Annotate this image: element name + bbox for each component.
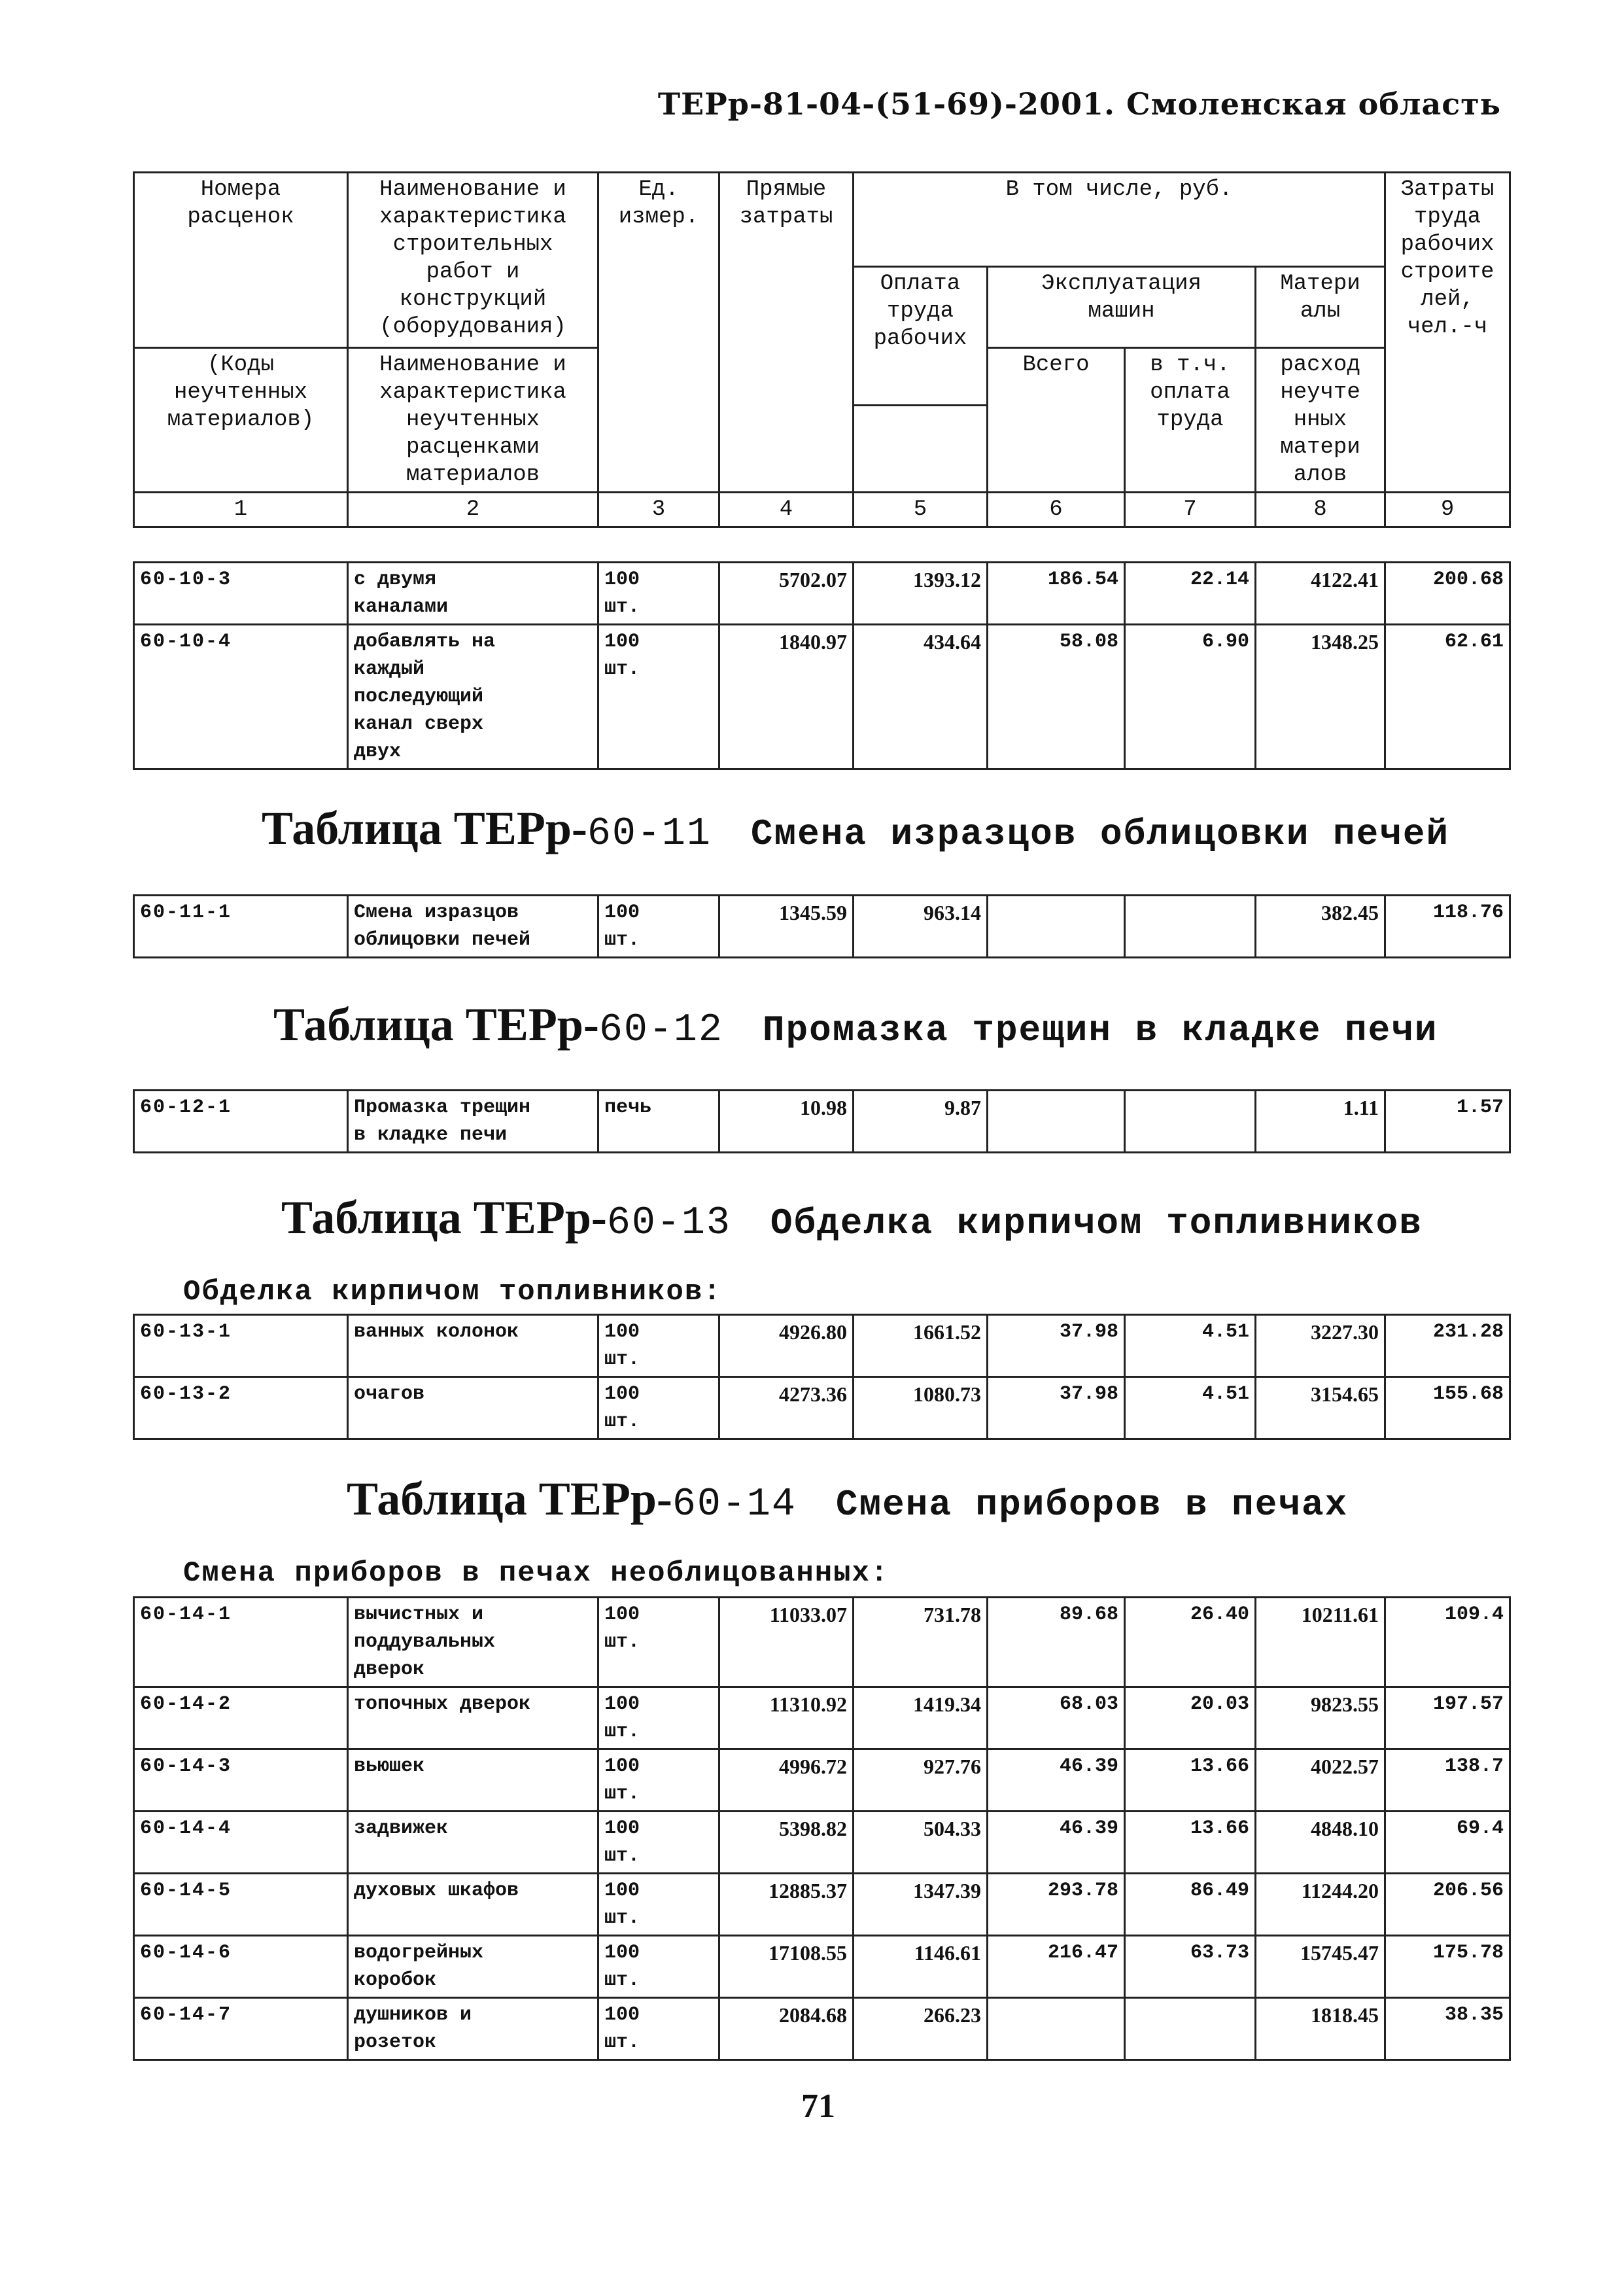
work-name-line: ванных колонок bbox=[354, 1321, 519, 1343]
table-60-11 bbox=[133, 894, 1511, 958]
unit-line: 100 bbox=[604, 1383, 640, 1405]
work-name-line: очагов bbox=[354, 1383, 425, 1405]
machines-total: 68.03 bbox=[988, 1687, 1125, 1749]
header-line: строительных bbox=[392, 232, 553, 257]
labor-pay: 1419.34 bbox=[854, 1687, 988, 1749]
materials: 382.45 bbox=[1256, 896, 1385, 958]
header-line: рабочих bbox=[873, 326, 967, 351]
machines-labor: 13.66 bbox=[1125, 1812, 1256, 1874]
machines-labor: 86.49 bbox=[1125, 1874, 1256, 1936]
header-line: характеристика bbox=[379, 380, 566, 405]
machines-labor: 13.66 bbox=[1125, 1749, 1256, 1812]
unit bbox=[598, 1936, 719, 1998]
labor-hours: 118.76 bbox=[1385, 896, 1510, 958]
materials: 9823.55 bbox=[1256, 1687, 1385, 1749]
labor-pay: 9.87 bbox=[854, 1091, 988, 1153]
machines-labor: 26.40 bbox=[1125, 1598, 1256, 1687]
work-name bbox=[348, 563, 598, 625]
header-line: (оборудования) bbox=[379, 315, 566, 340]
rate-code: 60-13-1 bbox=[134, 1315, 348, 1377]
document-header: ТЕРр-81-04-(51-69)-2001. Смоленская область bbox=[657, 86, 1501, 122]
unit bbox=[598, 896, 719, 958]
table-60-11-title bbox=[262, 801, 1449, 856]
machines-labor: 4.51 bbox=[1125, 1377, 1256, 1439]
unit-line: 100 bbox=[604, 1880, 640, 1902]
table-60-14-subtitle: Смена приборов в печах необлицованных: bbox=[183, 1557, 890, 1590]
machines-labor bbox=[1125, 896, 1256, 958]
materials: 15745.47 bbox=[1256, 1936, 1385, 1998]
table-heading: Смена приборов в печах bbox=[835, 1484, 1349, 1526]
unit bbox=[598, 1377, 719, 1439]
direct-costs: 11033.07 bbox=[719, 1598, 854, 1687]
labor-pay: 504.33 bbox=[854, 1812, 988, 1874]
header-line: алов bbox=[1293, 463, 1347, 487]
header-line: Оплата bbox=[880, 272, 961, 296]
labor-hours: 62.61 bbox=[1385, 625, 1510, 769]
labor-pay: 1393.12 bbox=[854, 563, 988, 625]
header-line: Затраты bbox=[1400, 177, 1494, 202]
rate-code: 60-14-7 bbox=[134, 1998, 348, 2060]
table-row bbox=[134, 625, 1510, 769]
header-line: Ед. bbox=[638, 177, 679, 202]
rate-code: 60-10-4 bbox=[134, 625, 348, 769]
materials: 3227.30 bbox=[1256, 1315, 1385, 1377]
direct-costs: 10.98 bbox=[719, 1091, 854, 1153]
materials: 11244.20 bbox=[1256, 1874, 1385, 1936]
rate-code: 60-10-3 bbox=[134, 563, 348, 625]
column-number: 7 bbox=[1125, 493, 1256, 527]
unit bbox=[598, 1598, 719, 1687]
materials: 4122.41 bbox=[1256, 563, 1385, 625]
header-line: в т.ч. bbox=[1150, 353, 1230, 377]
table-row bbox=[134, 1598, 1510, 1687]
labor-hours: 231.28 bbox=[1385, 1315, 1510, 1377]
header-line: труда bbox=[1156, 408, 1224, 432]
machines-total bbox=[988, 896, 1125, 958]
header-line: расценками bbox=[406, 435, 540, 460]
materials: 10211.61 bbox=[1256, 1598, 1385, 1687]
machines-total bbox=[988, 1998, 1125, 2060]
header-line: неучтенных bbox=[406, 408, 540, 432]
machines-labor bbox=[1125, 1091, 1256, 1153]
rate-code: 60-14-3 bbox=[134, 1749, 348, 1812]
work-name-line: задвижек bbox=[354, 1817, 449, 1840]
work-name bbox=[348, 1598, 598, 1687]
labor-hours: 155.68 bbox=[1385, 1377, 1510, 1439]
header-line: измер. bbox=[618, 205, 699, 230]
unit-line: 100 bbox=[604, 1942, 640, 1964]
column-number: 8 bbox=[1256, 493, 1385, 527]
labor-hours: 1.57 bbox=[1385, 1091, 1510, 1153]
unit bbox=[598, 1091, 719, 1153]
work-name bbox=[348, 1091, 598, 1153]
work-name-line: облицовки печей bbox=[354, 929, 531, 951]
machines-total: 46.39 bbox=[988, 1749, 1125, 1812]
table-60-13 bbox=[133, 1314, 1511, 1440]
col5-header bbox=[854, 267, 988, 406]
rate-code: 60-14-5 bbox=[134, 1874, 348, 1936]
table-row bbox=[134, 1377, 1510, 1439]
unit-line: 100 bbox=[604, 1321, 640, 1343]
unit bbox=[598, 625, 719, 769]
direct-costs: 17108.55 bbox=[719, 1936, 854, 1998]
table-60-13-title bbox=[281, 1191, 1423, 1246]
header-line: Наименование и bbox=[379, 177, 566, 202]
rate-code: 60-13-2 bbox=[134, 1377, 348, 1439]
labor-pay: 963.14 bbox=[854, 896, 988, 958]
machines-total: 216.47 bbox=[988, 1936, 1125, 1998]
col8-header-top bbox=[1256, 267, 1385, 348]
table-row bbox=[134, 1315, 1510, 1377]
header-line: Наименование и bbox=[379, 353, 566, 377]
header-line: Номера bbox=[200, 177, 281, 202]
table-heading: Промазка трещин в кладке печи bbox=[762, 1009, 1438, 1051]
materials: 1818.45 bbox=[1256, 1998, 1385, 2060]
unit-line: 100 bbox=[604, 1693, 640, 1715]
header-line: труда bbox=[886, 299, 954, 324]
col8-header-bottom bbox=[1256, 348, 1385, 493]
machines-total: 37.98 bbox=[988, 1377, 1125, 1439]
work-name-line: водогрейных bbox=[354, 1942, 484, 1964]
rate-code: 60-14-6 bbox=[134, 1936, 348, 1998]
work-name-line: последующий bbox=[354, 686, 484, 708]
table-row bbox=[134, 1749, 1510, 1812]
work-name bbox=[348, 625, 598, 769]
header-line: (Коды bbox=[207, 353, 275, 377]
header-line: алы bbox=[1300, 299, 1341, 324]
work-name-line: Смена изразцов bbox=[354, 902, 519, 924]
machines-labor: 63.73 bbox=[1125, 1936, 1256, 1998]
unit-line: 100 bbox=[604, 569, 640, 591]
rate-code: 60-11-1 bbox=[134, 896, 348, 958]
table-60-12-title bbox=[273, 998, 1438, 1053]
direct-costs: 12885.37 bbox=[719, 1874, 854, 1936]
header-line: материалов) bbox=[167, 408, 315, 432]
direct-costs: 5702.07 bbox=[719, 563, 854, 625]
column-number: 1 bbox=[134, 493, 348, 527]
unit-line: шт. bbox=[604, 1845, 640, 1867]
labor-hours: 38.35 bbox=[1385, 1998, 1510, 2060]
column-number: 4 bbox=[719, 493, 854, 527]
work-name bbox=[348, 1812, 598, 1874]
unit-line: шт. bbox=[604, 1969, 640, 1991]
work-name-line: коробок bbox=[354, 1969, 437, 1991]
work-name-line: розеток bbox=[354, 2031, 437, 2054]
unit-line: шт. bbox=[604, 658, 640, 680]
unit-line: 100 bbox=[604, 1817, 640, 1840]
unit bbox=[598, 1315, 719, 1377]
machines-labor: 22.14 bbox=[1125, 563, 1256, 625]
table-row bbox=[134, 563, 1510, 625]
labor-hours: 109.4 bbox=[1385, 1598, 1510, 1687]
labor-hours: 206.56 bbox=[1385, 1874, 1510, 1936]
work-name-line: в кладке печи bbox=[354, 1124, 508, 1146]
table-60-10 bbox=[133, 561, 1511, 770]
machines-labor: 6.90 bbox=[1125, 625, 1256, 769]
table-60-14 bbox=[133, 1596, 1511, 2061]
rate-code: 60-12-1 bbox=[134, 1091, 348, 1153]
col3-header bbox=[598, 173, 719, 493]
table-60-13-subtitle: Обделка кирпичом топливников: bbox=[183, 1276, 722, 1308]
labor-pay: 1146.61 bbox=[854, 1936, 988, 1998]
col7-header bbox=[1125, 348, 1256, 493]
direct-costs: 4996.72 bbox=[719, 1749, 854, 1812]
work-name-line: топочных дверок bbox=[354, 1693, 531, 1715]
table-row bbox=[134, 1687, 1510, 1749]
unit bbox=[598, 1998, 719, 2060]
header-line: чел.-ч bbox=[1407, 315, 1488, 340]
table-row bbox=[134, 1936, 1510, 1998]
work-name-line: добавлять на bbox=[354, 631, 496, 653]
rate-code: 60-14-2 bbox=[134, 1687, 348, 1749]
rate-code: 60-14-1 bbox=[134, 1598, 348, 1687]
machines-total bbox=[988, 1091, 1125, 1153]
table-heading: Смена изразцов облицовки печей bbox=[750, 813, 1450, 855]
table-row bbox=[134, 1998, 1510, 2060]
work-name-line: душников и bbox=[354, 2004, 472, 2026]
labor-hours: 175.78 bbox=[1385, 1936, 1510, 1998]
work-name bbox=[348, 1998, 598, 2060]
header-line: затраты bbox=[739, 205, 833, 230]
col1-header-top bbox=[134, 173, 348, 348]
header-line: машин bbox=[1088, 299, 1155, 324]
header-line: матери bbox=[1280, 435, 1360, 460]
materials: 3154.65 bbox=[1256, 1377, 1385, 1439]
machines-total: 46.39 bbox=[988, 1812, 1125, 1874]
header-line: работ и bbox=[426, 260, 520, 285]
work-name-line: духовых шкафов bbox=[354, 1880, 519, 1902]
column-number: 3 bbox=[598, 493, 719, 527]
table-60-12 bbox=[133, 1089, 1511, 1153]
work-name-line: с двумя bbox=[354, 569, 437, 591]
header-line: нных bbox=[1293, 408, 1347, 432]
table-row bbox=[134, 896, 1510, 958]
unit-line: шт. bbox=[604, 1907, 640, 1929]
unit-line: 100 bbox=[604, 1755, 640, 1778]
work-name bbox=[348, 1687, 598, 1749]
header-line: неучте bbox=[1280, 380, 1360, 405]
labor-pay: 434.64 bbox=[854, 625, 988, 769]
machines-total: 58.08 bbox=[988, 625, 1125, 769]
table-label: Таблица ТЕРр- bbox=[262, 802, 587, 854]
work-name bbox=[348, 1936, 598, 1998]
work-name-line: канал сверх bbox=[354, 713, 484, 735]
labor-hours: 138.7 bbox=[1385, 1749, 1510, 1812]
work-name-line: каждый bbox=[354, 658, 425, 680]
materials: 4022.57 bbox=[1256, 1749, 1385, 1812]
machines-labor: 20.03 bbox=[1125, 1687, 1256, 1749]
unit-line: 100 bbox=[604, 902, 640, 924]
labor-pay: 1661.52 bbox=[854, 1315, 988, 1377]
column-numbers-row bbox=[134, 493, 1510, 527]
direct-costs: 1840.97 bbox=[719, 625, 854, 769]
unit-line: шт. bbox=[604, 1410, 640, 1433]
group-header: В том числе, руб. bbox=[854, 173, 1385, 267]
header-line: материалов bbox=[406, 463, 540, 487]
unit-line: шт. bbox=[604, 1783, 640, 1805]
column-header-table bbox=[133, 171, 1511, 528]
materials: 1.11 bbox=[1256, 1091, 1385, 1153]
unit bbox=[598, 563, 719, 625]
materials: 1348.25 bbox=[1256, 625, 1385, 769]
col1-header-bottom bbox=[134, 348, 348, 493]
header-line: рабочих bbox=[1400, 232, 1494, 257]
labor-pay: 1080.73 bbox=[854, 1377, 988, 1439]
header-line: неучтенных bbox=[173, 380, 308, 405]
table-number: 60-12 bbox=[598, 1008, 723, 1053]
table-row bbox=[134, 1874, 1510, 1936]
machines-total: 293.78 bbox=[988, 1874, 1125, 1936]
table-60-14-title bbox=[347, 1472, 1348, 1527]
col2-header-bottom bbox=[348, 348, 598, 493]
col2-header-top bbox=[348, 173, 598, 348]
work-name bbox=[348, 896, 598, 958]
header-line: Матери bbox=[1280, 272, 1360, 296]
labor-hours: 69.4 bbox=[1385, 1812, 1510, 1874]
header-line: Эксплуатация bbox=[1041, 272, 1201, 296]
column-number: 5 bbox=[854, 493, 988, 527]
header-line: лей, bbox=[1421, 287, 1474, 312]
labor-hours: 197.57 bbox=[1385, 1687, 1510, 1749]
work-name-line: поддувальных bbox=[354, 1631, 496, 1653]
work-name bbox=[348, 1377, 598, 1439]
work-name-line: вьюшек bbox=[354, 1755, 425, 1778]
header-line: труда bbox=[1414, 205, 1481, 230]
header-line: Прямые bbox=[746, 177, 827, 202]
page-number: 71 bbox=[801, 2088, 835, 2125]
labor-hours: 200.68 bbox=[1385, 563, 1510, 625]
work-name-line: Промазка трещин bbox=[354, 1096, 531, 1119]
direct-costs: 11310.92 bbox=[719, 1687, 854, 1749]
unit bbox=[598, 1749, 719, 1812]
unit-line: шт. bbox=[604, 1631, 640, 1653]
labor-pay: 731.78 bbox=[854, 1598, 988, 1687]
table-label: Таблица ТЕРр- bbox=[281, 1191, 607, 1244]
work-name-line: вычистных и bbox=[354, 1603, 484, 1626]
machines-total: 186.54 bbox=[988, 563, 1125, 625]
table-row bbox=[134, 1812, 1510, 1874]
labor-pay: 927.76 bbox=[854, 1749, 988, 1812]
machines-total: 37.98 bbox=[988, 1315, 1125, 1377]
materials: 4848.10 bbox=[1256, 1812, 1385, 1874]
header-line: характеристика bbox=[379, 205, 566, 230]
rate-code: 60-14-4 bbox=[134, 1812, 348, 1874]
header-line: оплата bbox=[1150, 380, 1230, 405]
unit bbox=[598, 1874, 719, 1936]
machines-labor: 4.51 bbox=[1125, 1315, 1256, 1377]
direct-costs: 5398.82 bbox=[719, 1812, 854, 1874]
work-name-line: каналами bbox=[354, 596, 449, 618]
labor-pay: 1347.39 bbox=[854, 1874, 988, 1936]
col4-header bbox=[719, 173, 854, 493]
direct-costs: 4926.80 bbox=[719, 1315, 854, 1377]
column-number: 9 bbox=[1385, 493, 1510, 527]
table-number: 60-14 bbox=[672, 1482, 797, 1527]
work-name bbox=[348, 1315, 598, 1377]
unit-line: шт. bbox=[604, 1348, 640, 1371]
work-name-line: двух bbox=[354, 741, 402, 763]
table-heading: Обделка кирпичом топливников bbox=[770, 1202, 1423, 1244]
table-row bbox=[134, 1091, 1510, 1153]
header-line: расценок bbox=[187, 205, 294, 230]
header-line: расход bbox=[1280, 353, 1360, 377]
work-name bbox=[348, 1874, 598, 1936]
unit-line: шт. bbox=[604, 2031, 640, 2054]
column-number: 6 bbox=[988, 493, 1125, 527]
col67-header bbox=[988, 267, 1256, 348]
unit-line: шт. bbox=[604, 596, 640, 618]
table-number: 60-13 bbox=[606, 1201, 731, 1246]
unit-line: шт. bbox=[604, 929, 640, 951]
direct-costs: 1345.59 bbox=[719, 896, 854, 958]
table-label: Таблица ТЕРр- bbox=[273, 998, 599, 1051]
unit-line: 100 bbox=[604, 1603, 640, 1626]
unit bbox=[598, 1812, 719, 1874]
column-number: 2 bbox=[348, 493, 598, 527]
unit-line: печь bbox=[604, 1096, 652, 1119]
unit-line: 100 bbox=[604, 631, 640, 653]
direct-costs: 2084.68 bbox=[719, 1998, 854, 2060]
col9-header bbox=[1385, 173, 1510, 493]
col6-header: Всего bbox=[988, 348, 1125, 493]
work-name bbox=[348, 1749, 598, 1812]
work-name-line: дверок bbox=[354, 1658, 425, 1681]
labor-pay: 266.23 bbox=[854, 1998, 988, 2060]
table-label: Таблица ТЕРр- bbox=[347, 1473, 672, 1525]
machines-total: 89.68 bbox=[988, 1598, 1125, 1687]
header-line: строите bbox=[1400, 260, 1494, 285]
header-line: конструкций bbox=[399, 287, 547, 312]
direct-costs: 4273.36 bbox=[719, 1377, 854, 1439]
unit bbox=[598, 1687, 719, 1749]
unit-line: шт. bbox=[604, 1721, 640, 1743]
unit-line: 100 bbox=[604, 2004, 640, 2026]
machines-labor bbox=[1125, 1998, 1256, 2060]
table-number: 60-11 bbox=[587, 812, 712, 856]
